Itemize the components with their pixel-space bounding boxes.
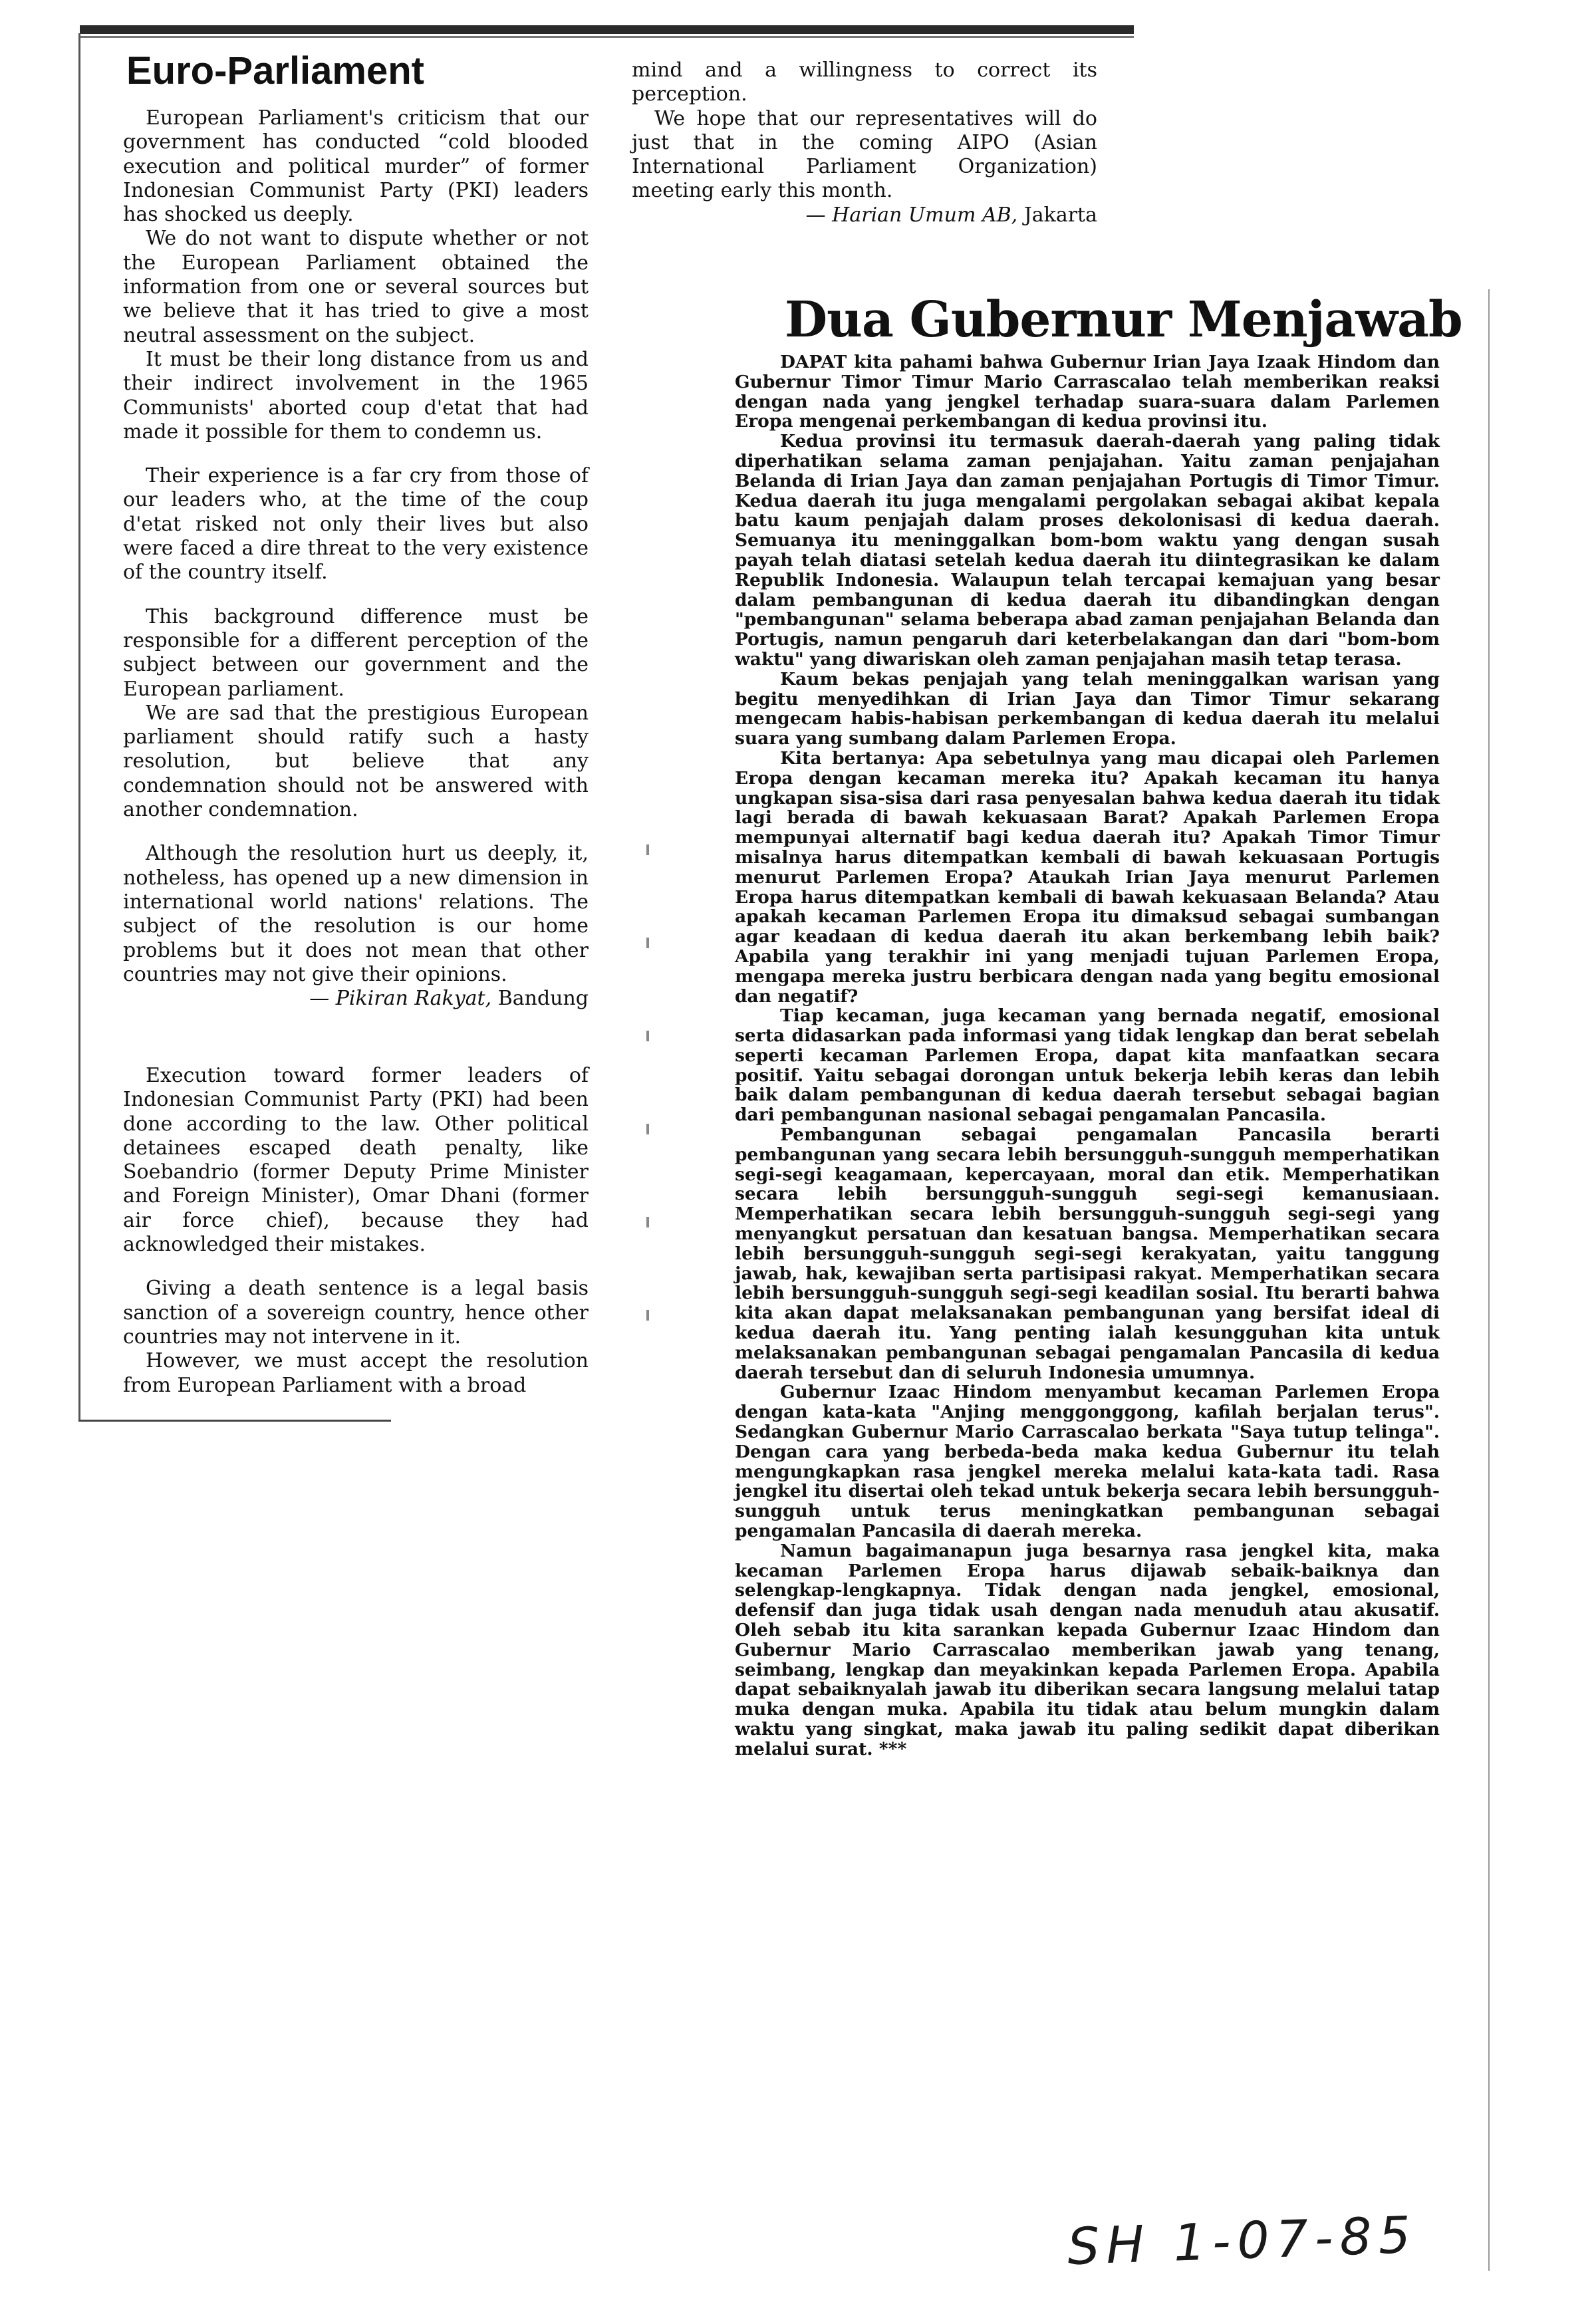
left-clipping-edge [78,33,80,1420]
article-paragraph: Giving a death sentence is a legal basis sanction of a sovereign country, hence other countries may not intervene in it. [123,1277,589,1349]
article-paragraph: Pembangunan sebagai pengamalan Pancasila berarti pembangunan yang secara lebih bersungguh-sungguh memperhatikan segi-segi keagamaan, kepercayaan, moral dan etik. Memperhatikan secara lebih bersungguh-sungguh segi-segi kemanusiaan. Memperhatikan secara lebih bersungguh-sungguh segi-segi yang menyangkut persatuan dan kesatuan bangsa. Memperhatikan secara lebih bersungguh-sungguh segi-segi kerakyatan, yaitu tanggung jawab, hak, kewajiban serta partisipasi rakyat. Memperhatikan secara lebih bersungguh-sungguh segi-segi keadilan sosial. Itu berarti bahwa kita akan dapat melaksanakan pembangunan yang bersifat ideal di kedua daerah itu. Yang penting ialah kesungguhan kita untuk melaksanakan pembangunan sebagai pengamalan Pancasila di kedua daerah tersebut dan di seluruh Indonesia umumnya. [735,1124,1440,1383]
article-paragraph: DAPAT kita pahami bahwa Gubernur Irian Jaya Izaak Hindom dan Gubernur Timor Timur Mario Carrascalao telah memberikan reaksi dengan nada yang jengkel terhadap suara-suara dalam Parlemen Eropa mengenai perkembangan di kedua provinsi itu. [735,352,1440,432]
dua-gubernur-body [735,352,1440,1759]
article-paragraph: Kedua provinsi itu termasuk daerah-daerah yang paling tidak diperhatikan selama zaman penjajahan. Yaitu zaman penjajahan Belanda di Irian Jaya dan zaman penjajahan Portugis di Timor Timur. Kedua daerah itu juga mengalami pergolakan sebagai akibat kepala batu kaum penjajah dalam proses dekolonisasi di kedua daerah. Semuanya itu meninggalkan bom-bom waktu yang dengan susah payah telah diatasi setelah kedua daerah itu diintegrasikan ke dalam Republik Indonesia. Walaupun telah tercapai kemajuan yang besar dalam pembangunan di kedua daerah itu dibandingkan dengan "pembangunan" selama beberapa abad zaman penjajahan Belanda dan Portugis, namun pengaruh dari keterbelakangan dan dari "bom-bom waktu" yang diwariskan oleh zaman penjajahan masih tetap terasa. [735,431,1440,670]
article-paragraph: Tiap kecaman, juga kecaman yang bernada negatif, emosional serta didasarkan pada informasi yang tidak lengkap dan berat sebelah seperti kecaman Parlemen Eropa, dapat kita manfaatkan secara positif. Yaitu sebagai dorongan untuk bekerja lebih keras dan lebih baik dalam pembangunan di kedua daerah tersebut sebagai bagian dari pembangunan nasional sebagai pengamalan Pancasila. [735,1005,1440,1126]
article-paragraph: This background difference must be responsible for a different perception of the subject between our government and the European parliament. [123,604,589,701]
source-credit [632,203,1097,227]
article-paragraph: Their experience is a far cry from those of our leaders who, at the time of the coup d'etat risked not only their lives but also were faced a dire threat to the very existence of the country itself. [123,464,589,584]
article-paragraph: However, we must accept the resolution from European Parliament with a broad [123,1349,589,1397]
column-divider-marks [646,844,649,1350]
article-paragraph: Execution toward former leaders of Indonesian Communist Party (PKI) had been done according to the law. Other political detainees escaped death penalty, like Soebandrio (former Deputy Prime Minister and Foreign Minister), Omar Dhani (former air force chief), because they had acknowledged their mistakes. [123,1064,589,1257]
article-paragraph: Namun bagaimanapun juga besarnya rasa jengkel kita, maka kecaman Parlemen Eropa harus dijawab sebaik-baiknya dan selengkap-lengkapnya. Tidak dengan nada jengkel, emosional, defensif dan juga tidak usah dengan nada menuduh atau akusatif. Oleh sebab itu kita sarankan kepada Gubernur Izaac Hindom dan Gubernur Mario Carrascalao memberikan jawab yang tenang, seimbang, lengkap dan meyakinkan kepada Parlemen Eropa. Apabila dapat sebaiknyalah jawab itu diberikan secara langsung melalui tatap muka dengan muka. Apabila itu tidak atau belum mungkin dalam waktu yang singkat, maka jawab itu paling sedikit dapat diberikan melalui surat. *** [735,1540,1440,1759]
credit-source: — Harian Umum AB, [805,203,1018,227]
article-paragraph: mind and a willingness to correct its perception. [632,59,1097,106]
top-rule [80,25,1134,34]
dua-gubernur-headline: Dua Gubernur Menjawab [785,291,1462,348]
article-paragraph: Gubernur Izaac Hindom menyambut kecaman Parlemen Eropa dengan kata-kata "Anjing menggonggong, kafilah berjalan terus". Sedangkan Gubernur Mario Carrascalao berkata "Saya tutup telinga". Dengan cara yang berbeda-beda maka kedua Gubernur itu telah mengungkapkan rasa jengkel mereka melalui kata-kata tadi. Rasa jengkel itu disertai oleh tekad untuk bekerja secara lebih bersungguh-sungguh untuk terus meningkatkan pembangunan sebagai pengamalan Pancasila di daerah mereka. [735,1382,1440,1542]
right-clipping-edge [1488,289,1490,2271]
euro-parliament-column-1 [123,106,589,1011]
article-paragraph: Although the resolution hurt us deeply, it, notheless, has opened up a new dimension in international world nations' relations. The subject of the resolution is our home problems but it does not mean that other countries may not give their opinions. [123,842,589,986]
credit-source: — Pikiran Rakyat, [309,987,492,1011]
article-paragraph: It must be their long distance from us and their indirect involvement in the 1965 Communists' aborted coup d'etat that had made it possible for them to condemn us. [123,347,589,444]
euro-parliament-headline: Euro-Parliament [126,49,424,92]
credit-place: Bandung [497,987,589,1011]
article-paragraph: We are sad that the prestigious European parliament should ratify such a hasty resolution, but believe that any condemnation should not be answered with another condemnation. [123,701,589,822]
article-paragraph: Kaum bekas penjajah yang telah meninggalkan warisan yang begitu menyedihkan di Irian Jaya dan Timor Timur sekarang mengecam habis-habisan perkembangan di kedua daerah itu melalui suara yang sumbang dalam Parlemen Eropa. [735,668,1440,749]
handwritten-date-note: SH 1-07-85 [1066,2204,1418,2277]
article-paragraph: European Parliament's criticism that our government has conducted “cold blooded execution and political murder” of former Indonesian Communist Party (PKI) leaders has shocked us deeply. [123,106,589,227]
source-credit [123,987,589,1011]
credit-place: Jakarta [1023,203,1097,227]
article-paragraph: We do not want to dispute whether or not the European Parliament obtained the information from one or several sources but we believe that it has tried to give a most neutral assessment on the subject. [123,227,589,347]
article-paragraph: Kita bertanya: Apa sebetulnya yang mau dicapai oleh Parlemen Eropa dengan kecaman mereka itu? Apakah kecaman itu hanya ungkapan sisa-sisa dari rasa penyesalan bahwa kedua daerah itu tidak lagi berada di bawah kekuasaan Barat? Apakah Parlemen Eropa mempunyai alternatif bagi kedua daerah itu? Apakah Timor Timur misalnya harus ditempatkan kembali di bawah kekuasaan Portugis menurut Parlemen Eropa? Ataukah Irian Jaya menurut Parlemen Eropa harus ditempatkan kembali di bawah kekuasaan Belanda? Atau apakah kecaman Parlemen Eropa itu dimaksud sebagai sumbangan agar keadaan di kedua daerah itu akan berkembang lebih baik? Apabila yang terakhir ini yang menjadi tujuan Parlemen Eropa, mengapa mereka justru berbicara dengan nada yang begitu emosional dan negatif? [735,747,1440,1007]
euro-parliament-column-2 [632,59,1097,227]
bottom-clipping-edge [78,1420,391,1422]
euro-parliament-column-1b [123,1064,589,1398]
top-rule-thin [80,36,1134,38]
article-paragraph: We hope that our representatives will do just that in the coming AIPO (Asian International Parliament Organization) meeting early this month. [632,106,1097,203]
